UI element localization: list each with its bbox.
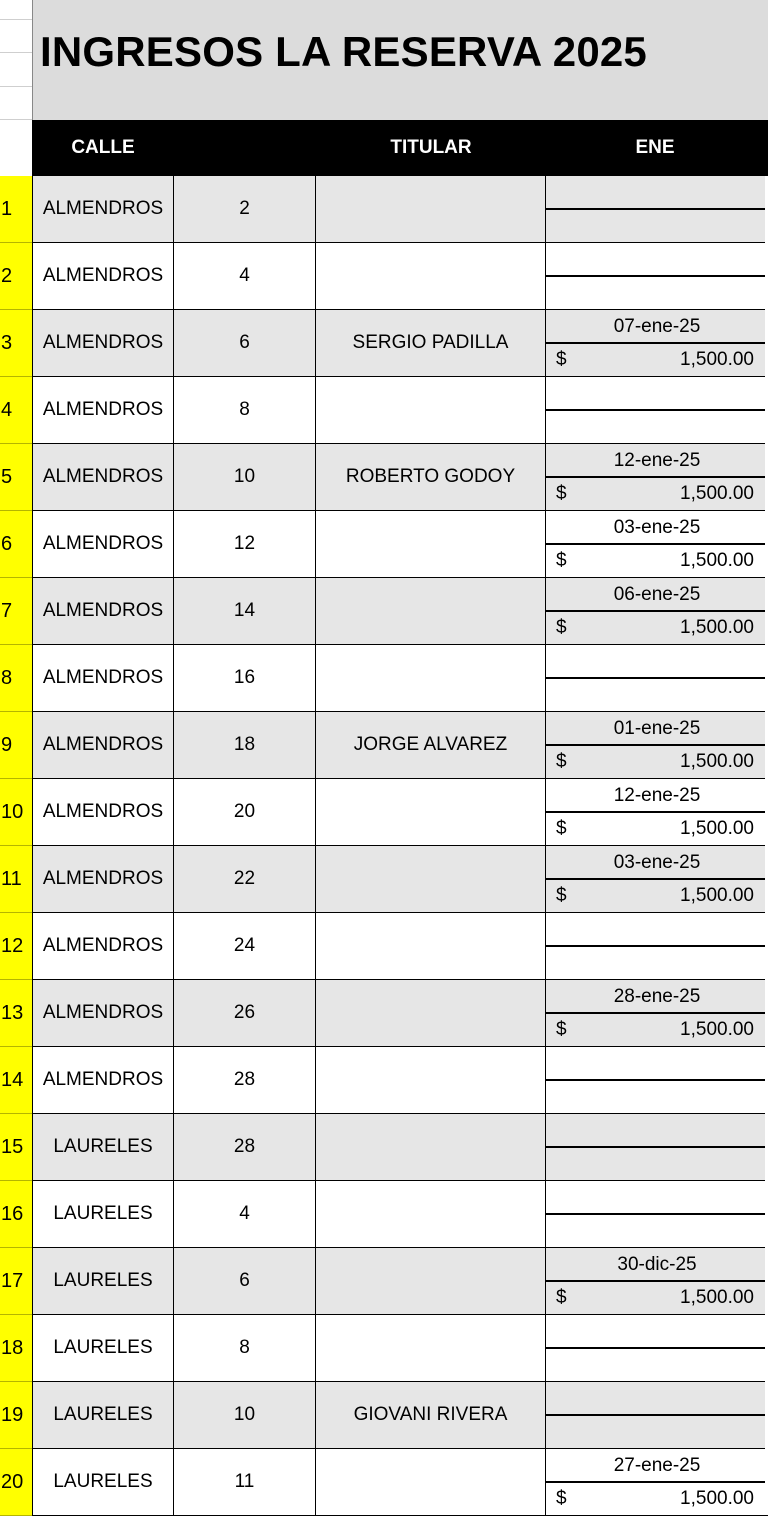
cell-titular[interactable]: GIOVANI RIVERA — [316, 1382, 546, 1449]
ene-amount[interactable]: 1,500.00 — [680, 1287, 754, 1308]
table-row — [0, 645, 768, 712]
currency-symbol: $ — [556, 550, 567, 571]
ene-divider — [546, 1414, 768, 1416]
cell-calle[interactable]: ALMENDROS — [32, 779, 174, 846]
column-header-row — [32, 120, 768, 176]
ene-date[interactable] — [546, 377, 768, 409]
data-rows — [0, 176, 768, 1516]
table-row — [0, 1382, 768, 1449]
currency-symbol: $ — [556, 1488, 567, 1509]
ene-divider — [546, 1146, 768, 1148]
cell-calle[interactable]: ALMENDROS — [32, 243, 174, 310]
ene-date[interactable]: 30-dic-25 — [617, 1254, 697, 1275]
ene-amount[interactable]: 1,500.00 — [680, 1019, 754, 1040]
cell-ene[interactable] — [546, 779, 768, 846]
cell-numero[interactable]: 24 — [174, 913, 316, 980]
table-row — [0, 1047, 768, 1114]
ene-date[interactable]: 28-ene-25 — [613, 986, 701, 1007]
cell-calle[interactable]: ALMENDROS — [32, 377, 174, 444]
cell-ene[interactable] — [546, 377, 768, 444]
cell-titular[interactable] — [316, 176, 546, 243]
table-row — [0, 846, 768, 913]
row-number[interactable]: 9 — [0, 712, 32, 779]
cell-ene[interactable] — [546, 1047, 768, 1114]
cell-ene[interactable] — [546, 1382, 768, 1449]
table-row — [0, 444, 768, 511]
cell-numero[interactable]: 28 — [174, 1114, 316, 1181]
cell-titular[interactable] — [316, 846, 546, 913]
cell-numero[interactable]: 26 — [174, 980, 316, 1047]
header-calle[interactable]: CALLE — [71, 137, 135, 158]
cell-titular[interactable] — [316, 1114, 546, 1181]
cell-ene[interactable] — [546, 846, 768, 913]
cell-ene[interactable] — [546, 444, 768, 511]
cell-ene[interactable] — [546, 1248, 768, 1315]
row-number[interactable]: 14 — [0, 1047, 32, 1114]
ene-date[interactable]: 07-ene-25 — [613, 316, 701, 337]
row-number[interactable]: 1 — [0, 176, 32, 243]
ene-amount[interactable]: 1,500.00 — [680, 617, 754, 638]
cell-ene[interactable] — [546, 243, 768, 310]
row-number[interactable]: 15 — [0, 1114, 32, 1181]
sheet-title: INGRESOS LA RESERVA 2025 — [40, 28, 647, 75]
cell-titular[interactable] — [316, 1315, 546, 1382]
cell-calle[interactable]: LAURELES — [32, 1449, 174, 1516]
currency-symbol: $ — [556, 751, 567, 772]
ene-date[interactable]: 12-ene-25 — [613, 450, 701, 471]
cell-numero[interactable]: 16 — [174, 645, 316, 712]
cell-numero[interactable]: 20 — [174, 779, 316, 846]
cell-calle[interactable]: ALMENDROS — [32, 444, 174, 511]
table-row — [0, 176, 768, 243]
cell-calle[interactable]: LAURELES — [32, 1181, 174, 1248]
cell-numero[interactable]: 22 — [174, 846, 316, 913]
ene-date[interactable]: 06-ene-25 — [613, 584, 701, 605]
row-number[interactable]: 13 — [0, 980, 32, 1047]
cell-calle[interactable]: LAURELES — [32, 1114, 174, 1181]
ene-amount[interactable]: 1,500.00 — [680, 550, 754, 571]
currency-symbol: $ — [556, 483, 567, 504]
cell-numero[interactable]: 28 — [174, 1047, 316, 1114]
ene-date[interactable]: 12-ene-25 — [613, 785, 701, 806]
cell-titular[interactable]: ROBERTO GODOY — [316, 444, 546, 511]
cell-numero[interactable]: 4 — [174, 243, 316, 310]
ene-date[interactable] — [546, 645, 768, 677]
cell-ene[interactable] — [546, 913, 768, 980]
ene-amount[interactable]: 1,500.00 — [680, 751, 754, 772]
ene-divider — [546, 1079, 768, 1081]
table-row — [0, 913, 768, 980]
corner-gutter — [0, 0, 32, 176]
ene-date[interactable] — [546, 1181, 768, 1213]
cell-numero[interactable]: 18 — [174, 712, 316, 779]
cell-calle[interactable]: ALMENDROS — [32, 511, 174, 578]
cell-numero[interactable]: 8 — [174, 1315, 316, 1382]
table-row — [0, 1248, 768, 1315]
row-number[interactable]: 11 — [0, 846, 32, 913]
ene-divider — [546, 409, 768, 411]
currency-symbol: $ — [556, 818, 567, 839]
ene-date[interactable]: 03-ene-25 — [613, 852, 701, 873]
cell-titular[interactable] — [316, 578, 546, 645]
ene-date[interactable] — [546, 913, 768, 945]
ene-date[interactable]: 03-ene-25 — [613, 517, 701, 538]
cell-calle[interactable]: LAURELES — [32, 1315, 174, 1382]
cell-calle[interactable]: ALMENDROS — [32, 645, 174, 712]
cell-ene[interactable] — [546, 511, 768, 578]
cell-titular[interactable] — [316, 1449, 546, 1516]
cell-calle[interactable]: ALMENDROS — [32, 980, 174, 1047]
ene-date[interactable] — [546, 1382, 768, 1414]
ene-divider — [546, 1347, 768, 1349]
row-number[interactable]: 5 — [0, 444, 32, 511]
currency-symbol: $ — [556, 1287, 567, 1308]
row-number[interactable]: 6 — [0, 511, 32, 578]
table-row — [0, 1449, 768, 1516]
cell-calle[interactable]: ALMENDROS — [32, 846, 174, 913]
row-number[interactable]: 7 — [0, 578, 32, 645]
currency-symbol: $ — [556, 617, 567, 638]
cell-titular[interactable] — [316, 645, 546, 712]
cell-titular[interactable] — [316, 1248, 546, 1315]
cell-numero[interactable]: 10 — [174, 1382, 316, 1449]
cell-titular[interactable]: JORGE ALVAREZ — [316, 712, 546, 779]
ene-amount[interactable]: 1,500.00 — [680, 483, 754, 504]
table-row — [0, 578, 768, 645]
cell-calle[interactable]: ALMENDROS — [32, 310, 174, 377]
cell-numero[interactable]: 10 — [174, 444, 316, 511]
cell-ene[interactable] — [546, 712, 768, 779]
cell-titular[interactable] — [316, 913, 546, 980]
table-row — [0, 1315, 768, 1382]
ene-divider — [546, 677, 768, 679]
currency-symbol: $ — [556, 1019, 567, 1040]
ene-date[interactable] — [546, 1315, 768, 1347]
ene-amount[interactable]: 1,500.00 — [680, 885, 754, 906]
ene-amount[interactable]: 1,500.00 — [680, 1488, 754, 1509]
cell-ene[interactable] — [546, 310, 768, 377]
row-number[interactable]: 12 — [0, 913, 32, 980]
header-titular[interactable]: TITULAR — [390, 137, 472, 158]
cell-titular[interactable] — [316, 980, 546, 1047]
cell-ene[interactable] — [546, 645, 768, 712]
row-number[interactable]: 2 — [0, 243, 32, 310]
cell-calle[interactable]: LAURELES — [32, 1248, 174, 1315]
cell-numero[interactable]: 6 — [174, 1248, 316, 1315]
currency-symbol: $ — [556, 885, 567, 906]
table-row — [0, 310, 768, 377]
cell-calle[interactable]: ALMENDROS — [32, 712, 174, 779]
table-row — [0, 1181, 768, 1248]
cell-numero[interactable]: 11 — [174, 1449, 316, 1516]
row-number[interactable]: 20 — [0, 1449, 32, 1516]
cell-titular[interactable] — [316, 243, 546, 310]
row-number[interactable]: 3 — [0, 310, 32, 377]
ene-date[interactable] — [546, 243, 768, 275]
table-row — [0, 779, 768, 846]
cell-titular[interactable] — [316, 377, 546, 444]
currency-symbol: $ — [556, 349, 567, 370]
cell-calle[interactable]: LAURELES — [32, 1382, 174, 1449]
cell-ene[interactable] — [546, 176, 768, 243]
cell-calle[interactable]: ALMENDROS — [32, 578, 174, 645]
ene-date[interactable] — [546, 1047, 768, 1079]
table-row — [0, 511, 768, 578]
cell-numero[interactable]: 6 — [174, 310, 316, 377]
cell-ene[interactable] — [546, 980, 768, 1047]
cell-numero[interactable]: 12 — [174, 511, 316, 578]
table-row — [0, 980, 768, 1047]
row-number[interactable]: 4 — [0, 377, 32, 444]
ene-date[interactable] — [546, 1114, 768, 1146]
table-row — [0, 243, 768, 310]
ene-date[interactable] — [546, 176, 768, 208]
row-number[interactable]: 19 — [0, 1382, 32, 1449]
cell-numero[interactable]: 8 — [174, 377, 316, 444]
cell-numero[interactable]: 2 — [174, 176, 316, 243]
ene-divider — [546, 208, 768, 210]
row-number[interactable]: 18 — [0, 1315, 32, 1382]
cell-titular[interactable] — [316, 1047, 546, 1114]
row-number[interactable]: 17 — [0, 1248, 32, 1315]
ene-divider — [546, 945, 768, 947]
cell-titular[interactable] — [316, 779, 546, 846]
cell-calle[interactable]: ALMENDROS — [32, 913, 174, 980]
table-row — [0, 377, 768, 444]
cell-ene[interactable] — [546, 1181, 768, 1248]
row-number[interactable]: 10 — [0, 779, 32, 846]
ene-divider — [546, 1213, 768, 1215]
table-row — [0, 712, 768, 779]
cell-ene[interactable] — [546, 1315, 768, 1382]
cell-titular[interactable]: SERGIO PADILLA — [316, 310, 546, 377]
cell-calle[interactable]: ALMENDROS — [32, 176, 174, 243]
cell-titular[interactable] — [316, 511, 546, 578]
ene-date[interactable]: 27-ene-25 — [613, 1455, 701, 1476]
ene-amount[interactable]: 1,500.00 — [680, 818, 754, 839]
cell-titular[interactable] — [316, 1181, 546, 1248]
cell-ene[interactable] — [546, 1114, 768, 1181]
row-number[interactable]: 16 — [0, 1181, 32, 1248]
ene-divider — [546, 275, 768, 277]
title-cell[interactable] — [32, 0, 768, 120]
cell-numero[interactable]: 14 — [174, 578, 316, 645]
ene-date[interactable]: 01-ene-25 — [613, 718, 701, 739]
cell-ene[interactable] — [546, 1449, 768, 1516]
table-row — [0, 1114, 768, 1181]
cell-ene[interactable] — [546, 578, 768, 645]
row-number[interactable]: 8 — [0, 645, 32, 712]
cell-calle[interactable]: ALMENDROS — [32, 1047, 174, 1114]
ene-amount[interactable]: 1,500.00 — [680, 349, 754, 370]
cell-numero[interactable]: 4 — [174, 1181, 316, 1248]
header-ene[interactable]: ENE — [635, 137, 675, 158]
